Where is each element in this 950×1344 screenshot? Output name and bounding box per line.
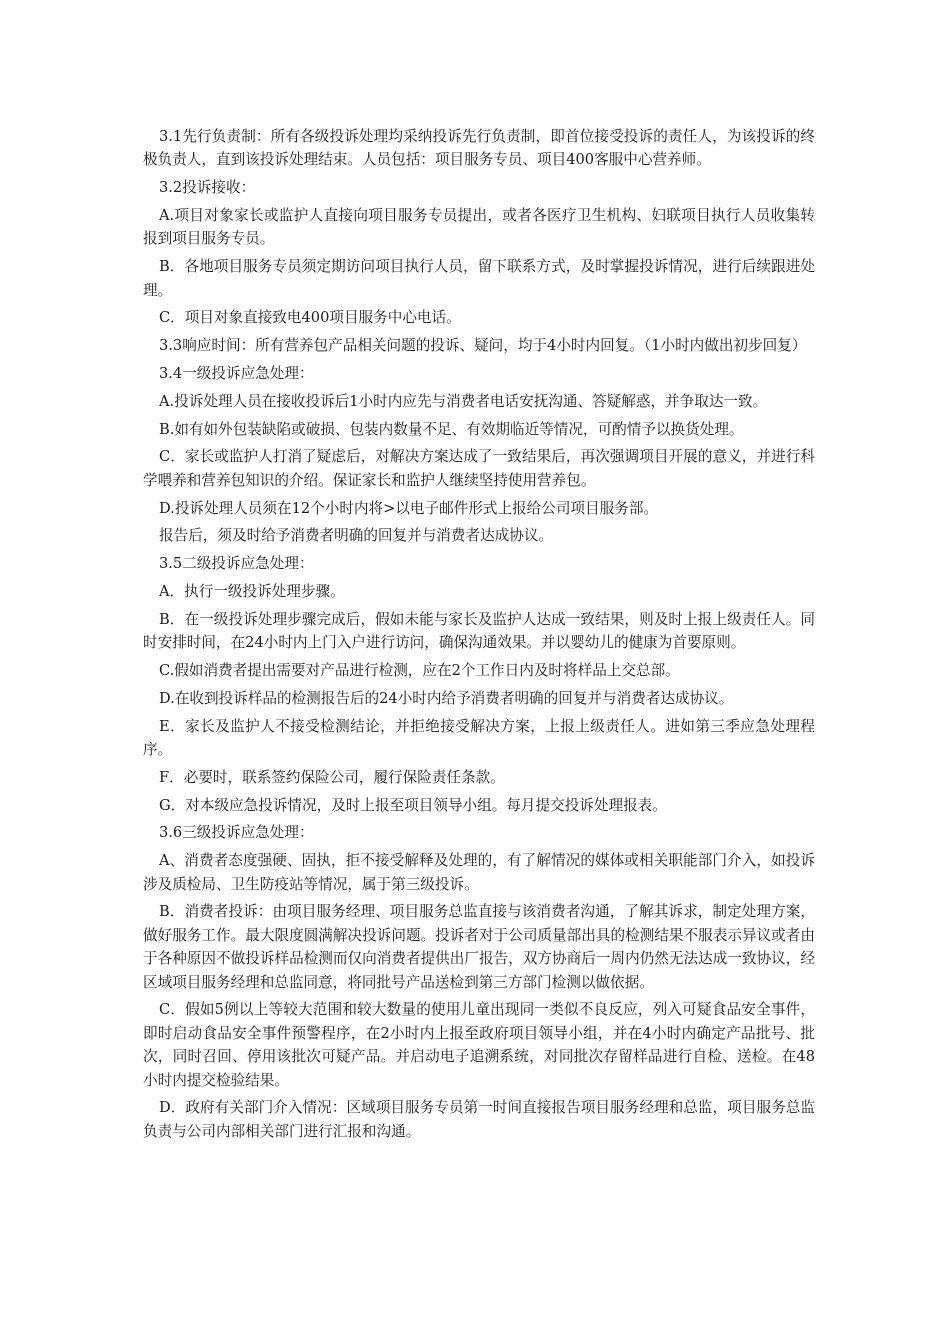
paragraph-3-4-report: 报告后，须及时给予消费者明确的回复并与消费者达成协议。 xyxy=(159,527,554,545)
paragraph-3-3: 3.3响应时间：所有营养包产品相关问题的投诉、疑问，均于4小时内回复。（1小时内做出初步回复） xyxy=(159,337,807,355)
document-body xyxy=(143,125,815,1148)
paragraph-3-1: 3.1先行负责制：所有各级投诉处理均采纳投诉先行负责制，即首位接受投诉的责任人，为该投诉的终极负责人，直到该投诉处理结束。人员包括：项目服务专员、项目400客服中心营养师。 xyxy=(143,128,815,169)
paragraph-3-4-c: C．家长或监护人打消了疑虑后，对解决方案达成了一致结果后，再次强调项目开展的意义，并进行科学喂养和营养包知识的介绍。保证家长和监护人继续坚持使用营养包。 xyxy=(143,448,815,489)
heading-3-4: 3.4一级投诉应急处理： xyxy=(159,365,314,382)
paragraph-3-5-a: A．执行一级投诉处理步骤。 xyxy=(159,582,345,600)
paragraph-3-4-d: D.投诉处理人员须在12个小时内将>以电子邮件形式上报给公司项目服务部。 xyxy=(159,499,659,517)
paragraph-3-2-a: A.项目对象家长或监护人直接向项目服务专员提出，或者各医疗卫生机构、妇联项目执行人员收集转报到项目服务专员。 xyxy=(143,207,815,248)
paragraph-3-2-b: B．各地项目服务专员须定期访问项目执行人员，留下联系方式，及时掌握投诉情况，进行后续跟进处理。 xyxy=(143,258,815,299)
paragraph-3-5-c: C.假如消费者提出需要对产品进行检测，应在2个工作日内及时将样品上交总部。 xyxy=(159,661,680,679)
paragraph-3-6-d: D．政府有关部门介入情况：区域项目服务专员第一时间直接报告项目服务经理和总监，项目服务总监负责与公司内部相关部门进行汇报和沟通。 xyxy=(143,1099,815,1140)
paragraph-3-5-f: F．必要时，联系签约保险公司，履行保险责任条款。 xyxy=(159,768,505,786)
heading-3-2: 3.2投诉接收： xyxy=(159,179,256,197)
paragraph-3-5-b: B．在一级投诉处理步骤完成后，假如未能与家长及监护人达成一致结果，则及时上报上级责任人。同时安排时间，在24小时内上门入户进行访问，确保沟通效果。并以婴幼儿的健康为首要原则。 xyxy=(143,610,815,652)
paragraph-3-4-b: B.如有如外包装缺陷或破损、包装内数量不足、有效期临近等情况，可酌情予以换货处理。 xyxy=(159,420,744,438)
heading-3-5: 3.5二级投诉应急处理： xyxy=(159,555,314,573)
paragraph-3-5-e: E．家长及监护人不接受检测结论，并拒绝接受解决方案，上报上级责任人。进如第三季应急处理程序。 xyxy=(143,717,815,758)
paragraph-3-6-c: C．假如5例以上等较大范围和较大数量的使用儿童出现同一类似不良反应，列入可疑食品安全事件，即时启动食品安全事件预警程序，在2小时内上报至政府项目领导小组，并在4小时内确定产品批号、批次，同时召回、停用该批次可疑产品。并启动电子追溯系统，对同批次存留样品进行自检、送检。在48小时内提交检验结果。 xyxy=(143,1001,815,1089)
paragraph-3-6-a: A、消费者态度强硬、固执，拒不接受解释及处理的，有了解情况的媒体或相关职能部门介入，如投诉涉及质检局、卫生防疫站等情况，属于第三级投诉。 xyxy=(143,852,815,893)
paragraph-3-5-d: D.在收到投诉样品的检测报告后的24小时内给予消费者明确的回复并与消费者达成协议。 xyxy=(159,689,734,707)
paragraph-3-5-g: G．对本级应急投诉情况，及时上报至项目领导小组。每月提交投诉处理报表。 xyxy=(159,796,667,814)
heading-3-6: 3.6三级投诉应急处理： xyxy=(159,824,314,842)
paragraph-3-4-a: A.投诉处理人员在接收投诉后1小时内应先与消费者电话安抚沟通、答疑解惑，并争取达一致。 xyxy=(159,392,768,410)
paragraph-3-2-c: C．项目对象直接致电400项目服务中心电话。 xyxy=(159,309,461,327)
paragraph-3-6-b: B．消费者投诉：由项目服务经理、项目服务总监直接与该消费者沟通，了解其诉求，制定处理方案，做好服务工作。最大限度圆满解决投诉问题。投诉者对于公司质量部出具的检测结果不服表示异议或者由于各种原因不做投诉样品检测而仅向消费者提供出厂报告，双方协商后一周内仍然无法达成一致协议，经区域项目服务经理和总监同意，将同批号产品送检到第三方部门检测以做依据。 xyxy=(143,903,815,991)
